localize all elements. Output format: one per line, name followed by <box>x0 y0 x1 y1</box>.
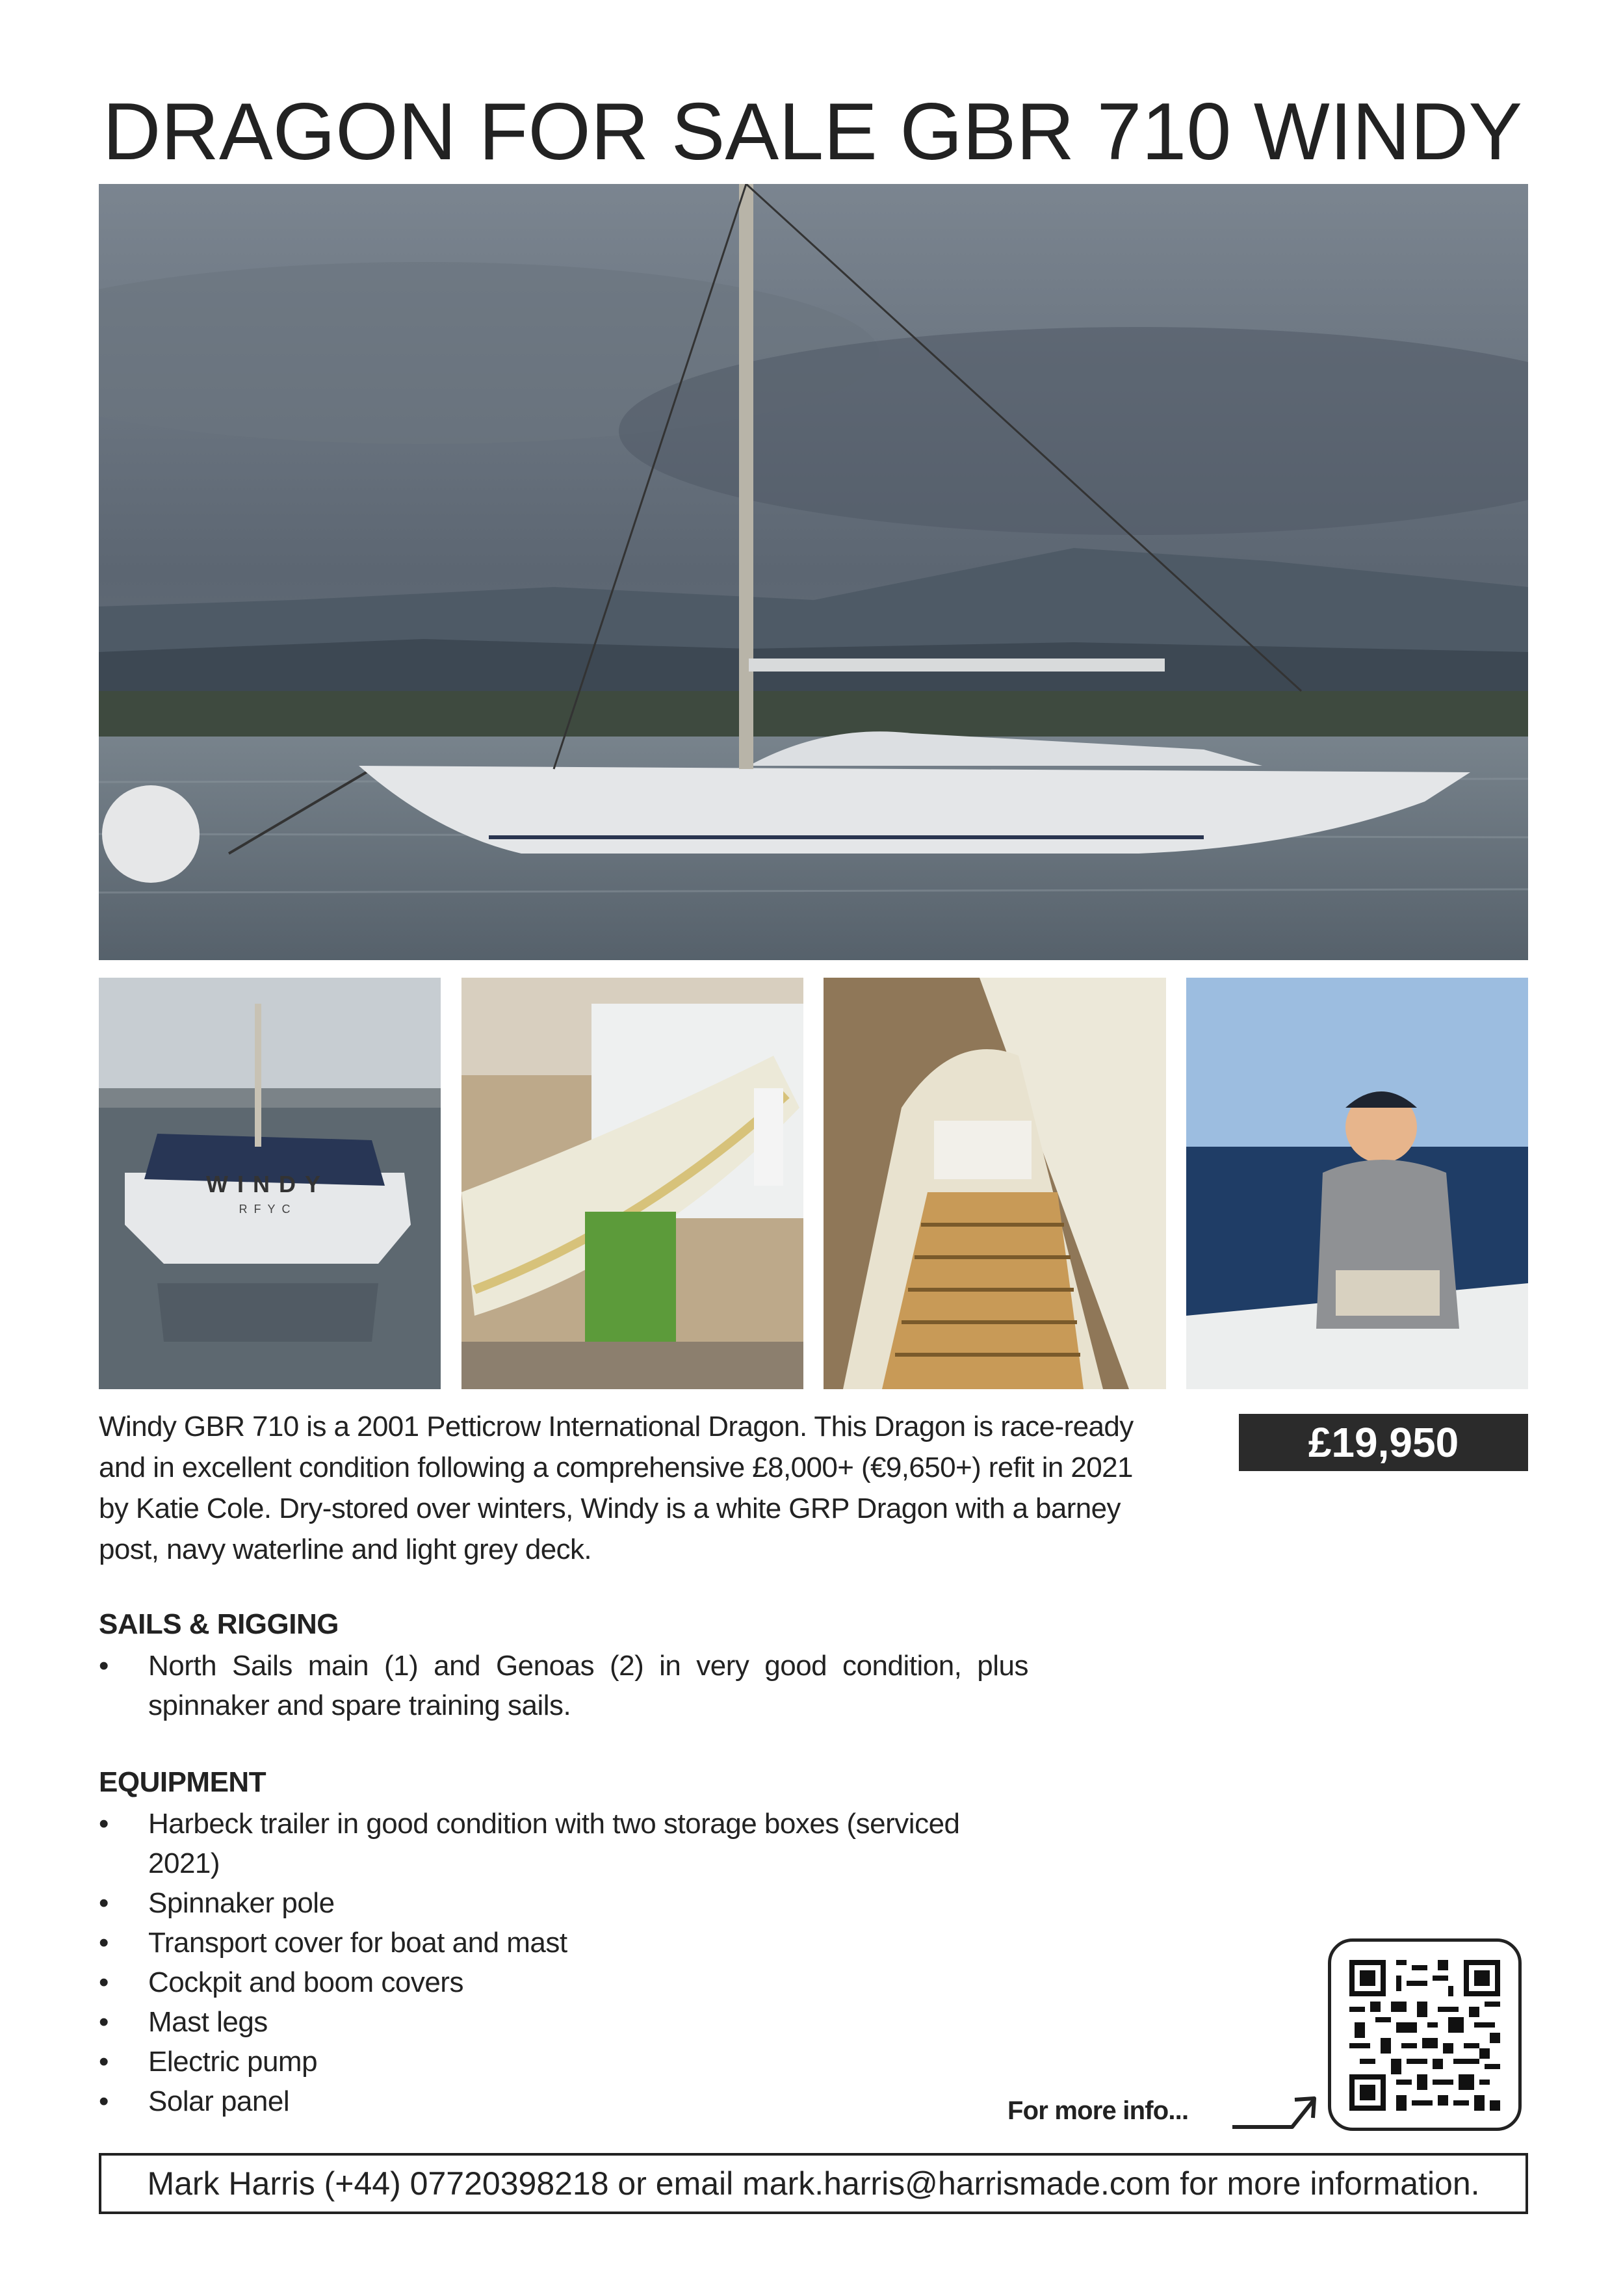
bullet-marker: • <box>99 2046 109 2078</box>
hero-photo <box>99 184 1528 960</box>
qr-code-icon <box>1349 1960 1500 2111</box>
bullet-marker: • <box>99 1927 109 1959</box>
sailboat-moored-photo <box>99 184 1528 960</box>
list-item: • Harbeck trailer in good condition with two storage boxes (serviced 2021) <box>99 1804 1028 1883</box>
thumbnail-photo-cockpit <box>824 978 1166 1389</box>
thumbnail-photo-refit <box>461 978 803 1389</box>
bullet-marker: • <box>99 2085 109 2117</box>
arrow-up-right-icon <box>1230 2087 1321 2132</box>
qr-code[interactable] <box>1328 1938 1522 2131</box>
more-info-label: For more info... <box>1007 2096 1189 2125</box>
boat-club-lettering: RFYC <box>239 1203 297 1216</box>
bullet-marker: • <box>99 1650 109 1682</box>
list-item: • North Sails main (1) and Genoas (2) in very good condition, plus spinnaker and spare training sails. <box>99 1646 1028 1725</box>
page-title: DRAGON FOR SALE GBR 710 WINDY <box>102 87 1523 177</box>
list-item: • Spinnaker pole <box>99 1883 1028 1923</box>
boat-refit-photo <box>461 978 803 1389</box>
list-item: • Electric pump <box>99 2042 1028 2081</box>
thumbnail-photo-sailor <box>1186 978 1528 1389</box>
price-badge: £19,950 <box>1239 1414 1528 1471</box>
equipment-list <box>99 1804 1028 2121</box>
equipment-heading: EQUIPMENT <box>99 1766 266 1798</box>
thumbnail-photo-stern <box>99 978 441 1389</box>
bullet-marker: • <box>99 2006 109 2038</box>
bullet-marker: • <box>99 1887 109 1919</box>
list-item: • Cockpit and boom covers <box>99 1963 1028 2002</box>
sailor-photo <box>1186 978 1528 1389</box>
boat-stern-photo <box>99 978 441 1389</box>
list-item: • Transport cover for boat and mast <box>99 1923 1028 1963</box>
list-item: • Solar panel <box>99 2081 1028 2121</box>
sails-rigging-list <box>99 1646 1028 1725</box>
list-item: • Mast legs <box>99 2002 1028 2042</box>
contact-box: Mark Harris (+44) 07720398218 or email mark.harris@harrismade.com for more information. <box>99 2153 1528 2214</box>
intro-paragraph: Windy GBR 710 is a 2001 Petticrow International Dragon. This Dragon is race-ready and in excellent condition following a comprehensive £8,000+ (€9,650+) refit in 2021 by Katie Cole. Dry-stored over winters, Windy is a white GRP Dragon with a barney post, navy waterline and light grey deck. <box>99 1411 1134 1565</box>
boat-name-lettering: WINDY <box>206 1171 330 1197</box>
sails-rigging-heading: SAILS & RIGGING <box>99 1608 339 1640</box>
cockpit-photo <box>824 978 1166 1389</box>
bullet-marker: • <box>99 1966 109 1998</box>
bullet-marker: • <box>99 1808 109 1840</box>
